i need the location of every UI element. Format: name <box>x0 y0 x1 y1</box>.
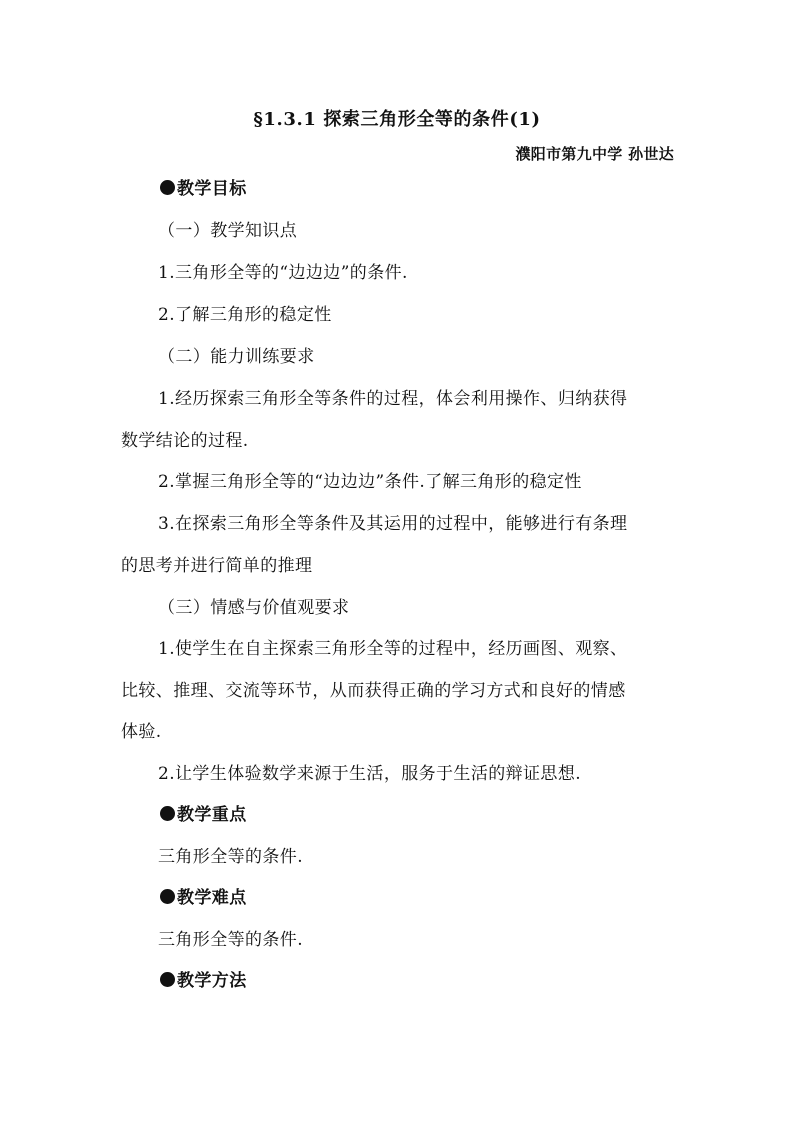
bullet-icon <box>160 806 175 821</box>
emotion-item-1-line-1: 1.使学生在自主探索三角形全等的过程中，经历画图、观察、 <box>158 639 628 659</box>
knowledge-item-1: 1.三角形全等的“边边边”的条件. <box>158 263 408 283</box>
bullet-icon <box>160 889 175 904</box>
subheading-knowledge: （一）教学知识点 <box>158 221 298 241</box>
section-heading-methods <box>160 969 247 993</box>
bullet-icon <box>160 972 175 987</box>
emotion-item-1-line-3: 体验. <box>121 722 162 742</box>
ability-item-2: 2.掌握三角形全等的“边边边”条件.了解三角形的稳定性 <box>158 472 582 492</box>
bullet-icon <box>160 180 175 195</box>
ability-item-3-line-2: 的思考并进行简单的推理 <box>121 556 313 576</box>
emotion-item-2: 2.让学生体验数学来源于生活，服务于生活的辩证思想. <box>158 764 582 784</box>
difficulties-text: 三角形全等的条件. <box>158 930 304 950</box>
ability-item-3-line-1: 3.在探索三角形全等条件及其运用的过程中，能够进行有条理 <box>158 514 628 534</box>
subheading-ability: （二）能力训练要求 <box>158 347 315 367</box>
ability-item-1-line-2: 数学结论的过程. <box>121 431 249 451</box>
key-points-text: 三角形全等的条件. <box>158 847 304 867</box>
section-heading-difficulties <box>160 886 247 910</box>
key-points-heading-text: 教学重点 <box>177 805 247 825</box>
document-title: §1.3.1 探索三角形全等的条件(1) <box>253 109 541 130</box>
subheading-emotion: （三）情感与价值观要求 <box>158 598 350 618</box>
emotion-item-1-line-2: 比较、推理、交流等环节，从而获得正确的学习方式和良好的情感 <box>121 681 626 701</box>
ability-item-1-line-1: 1.经历探索三角形全等条件的过程，体会利用操作、归纳获得 <box>158 389 628 409</box>
difficulties-heading-text: 教学难点 <box>177 888 247 908</box>
section-heading-objectives <box>160 177 247 201</box>
section-heading-key-points <box>160 803 247 827</box>
methods-heading-text: 教学方法 <box>177 971 247 991</box>
objectives-heading-text: 教学目标 <box>177 179 247 199</box>
knowledge-item-2: 2.了解三角形的稳定性 <box>158 305 332 325</box>
author-line: 濮阳市第九中学 孙世达 <box>515 145 674 163</box>
